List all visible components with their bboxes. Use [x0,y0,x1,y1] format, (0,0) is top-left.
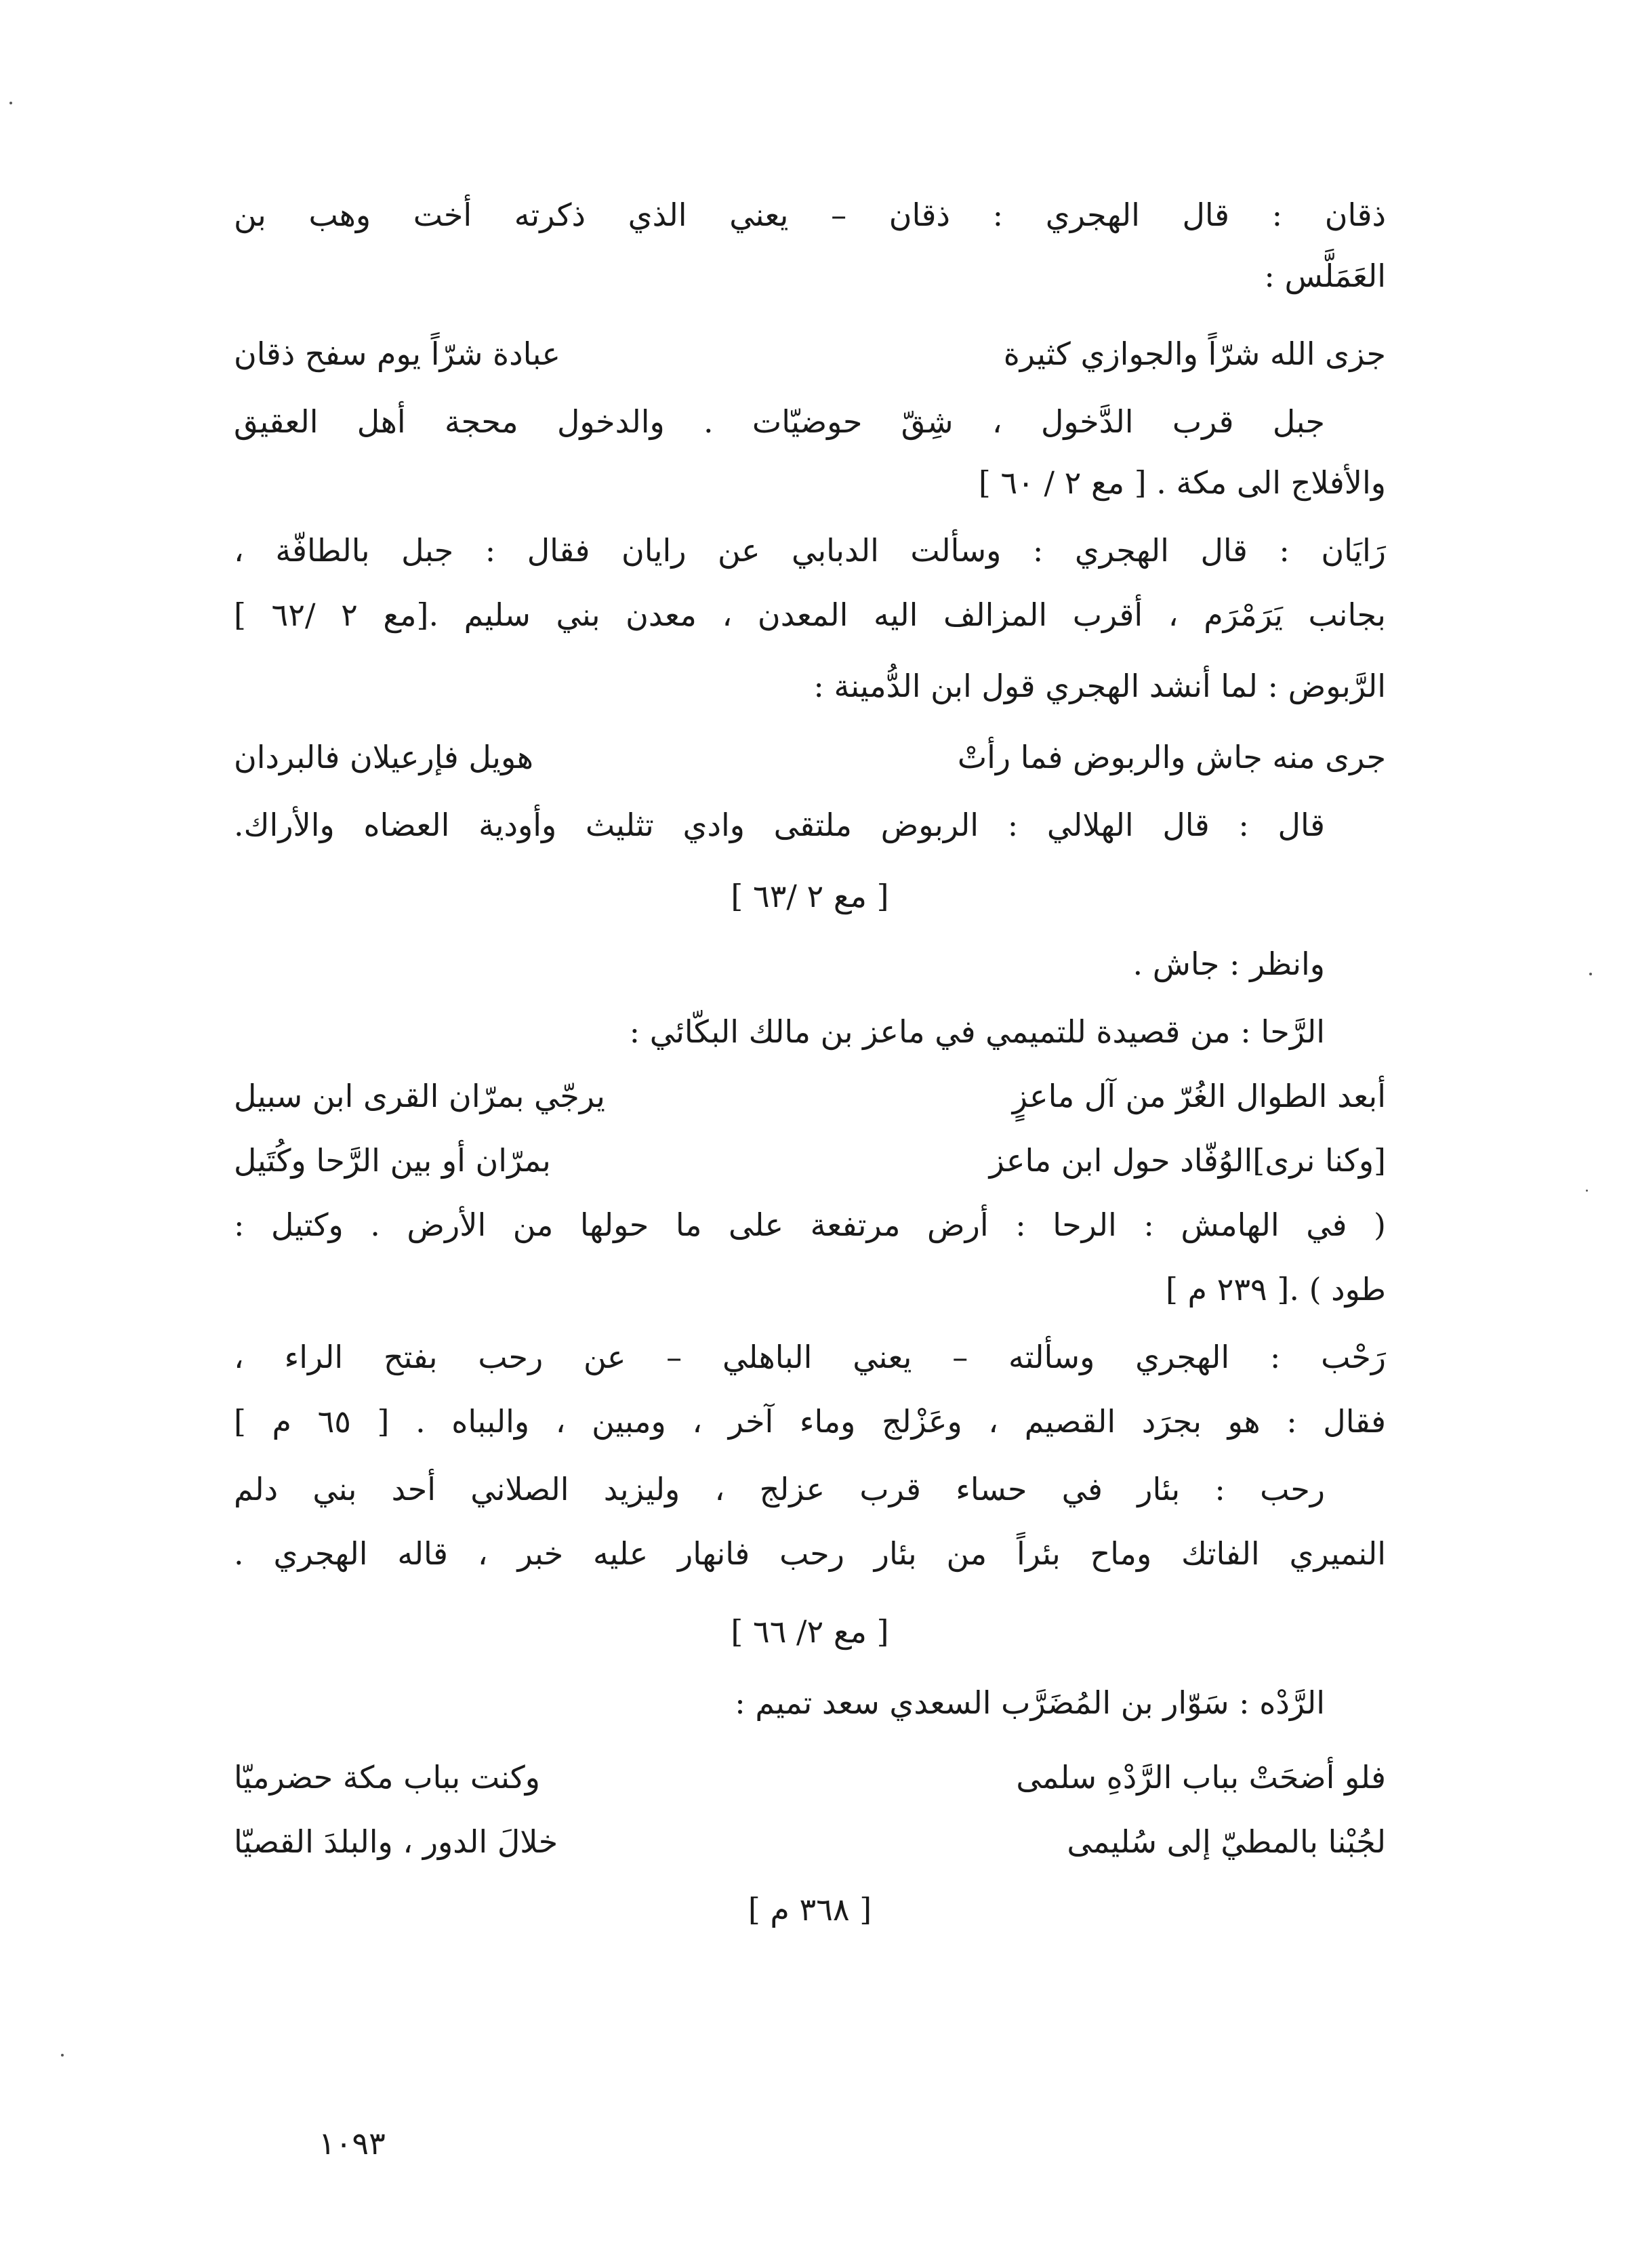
entry-radh-line-1: الرَّدْه : سَوّار بن المُضَرَّب السعدي سعد تميم : [735,1684,1325,1721]
verse-2-first-hemistich: جرى منه جاش والربوض فما رأتْ [957,739,1386,775]
entry-rabud-reference: [ مع ٢ /٦٣ ] [731,878,889,914]
verse-6 [234,1823,1386,1861]
verse-2 [234,739,1386,776]
verse-4 [234,1142,1386,1179]
entry-raha-line-1: الرَّحا : من قصيدة للتميمي في ماعز بن مالك البكّائي : [629,1013,1325,1050]
entry-dhuqan-line-3: جبل قرب الدَّخول ، شِقّ حوضيّات . والدخول محجة أهل العقيق [234,403,1325,440]
entry-rayan-line-1: رَايَان : قال الهجري : وسألت الدبابي عن رايان فقال : جبل بالطافّة ، [234,532,1386,569]
entry-rahb-line-2: فقال : هو بجرَد القصيم ، وعَزْلج وماء آخر ، ومبين ، والبباه . [ ٦٥ م ] [234,1403,1386,1440]
verse-5-first-hemistich: فلو أضحَتْ بباب الرَّدْهِ سلمى [1016,1759,1386,1796]
scan-speck [1586,1190,1588,1192]
entry-rayan-line-2: بجانب يَرَمْرَم ، أقرب المزالف اليه المعدن ، معدن بني سليم .[مع ٢ /٦٢ ] [234,596,1386,633]
verse-3-second-hemistich: يرجّي بمرّان القرى ابن سبيل [234,1078,605,1114]
verse-5-second-hemistich: وكنت بباب مكة حضرميّا [234,1759,540,1796]
entry-rahb2-line-1: رحب : بئار في حساء قرب عزلج ، وليزيد الصلاني أحد بني دلم [234,1471,1325,1507]
verse-3 [234,1078,1386,1115]
scan-speck [1589,973,1592,975]
entry-raha-margin-note: ( في الهامش : الرحا : أرض مرتفعة على ما حولها من الأرض . وكتيل : [234,1207,1386,1243]
entry-dhuqan-line-1: ذقان : قال الهجري : ذقان – يعني الذي ذكرته أخت وهب بن [234,197,1386,233]
entry-rahb-line-1: رَحْب : الهجري وسألته – يعني الباهلي – عن رحب بفتح الراء ، [234,1339,1386,1375]
entry-raha-line-end: طود ) .[ ٢٣٩ م ] [1165,1271,1386,1308]
verse-6-first-hemistich: لجُبْنا بالمطيّ إلى سُليمى [1067,1823,1386,1860]
entry-rabud-see-also: وانظر : جاش . [1132,946,1325,982]
verse-1-second-hemistich: عبادة شرّاً يوم سفح ذقان [234,336,560,372]
entry-dhuqan-line-2: العَمَلَّس : [1264,258,1386,294]
verse-1 [234,336,1386,373]
verse-2-second-hemistich: هويل فإرعيلان فالبردان [234,739,534,775]
entry-dhuqan-line-4: والأفلاج الى مكة . [ مع ٢ / ٦٠ ] [978,464,1386,501]
verse-6-second-hemistich: خلالَ الدور ، والبلدَ القصيّا [234,1823,558,1860]
entry-radh-reference: [ ٣٦٨ م ] [748,1891,872,1928]
verse-4-first-hemistich: [وكنا نرى]الوُفّاد حول ابن ماعز [989,1142,1386,1179]
verse-4-second-hemistich: بمرّان أو بين الرَّحا وكُتَيل [234,1142,551,1179]
entry-rabud-line-2: قال : قال الهلالي : الربوض ملتقى وادي تثليث وأودية العضاه والأراك. [234,807,1325,843]
verse-5 [234,1759,1386,1796]
verse-1-first-hemistich: جزى الله شرّاً والجوازي كثيرة [1003,336,1386,372]
entry-rahb2-reference: [ مع ٢/ ٦٦ ] [731,1613,889,1650]
entry-rabud-line-1: الرَّبوض : لما أنشد الهجري قول ابن الدُّمينة : [813,668,1386,704]
page-number: ١٠٩٣ [319,2125,386,2162]
verse-3-first-hemistich: أبعد الطوال الغُرّ من آل ماعزٍ [1012,1078,1386,1114]
scan-speck [9,102,12,104]
scan-speck [61,2054,64,2057]
entry-rahb2-line-2: النميري الفاتك وماح بئراً من بئار رحب فانهار عليه خبر ، قاله الهجري . [234,1535,1386,1572]
